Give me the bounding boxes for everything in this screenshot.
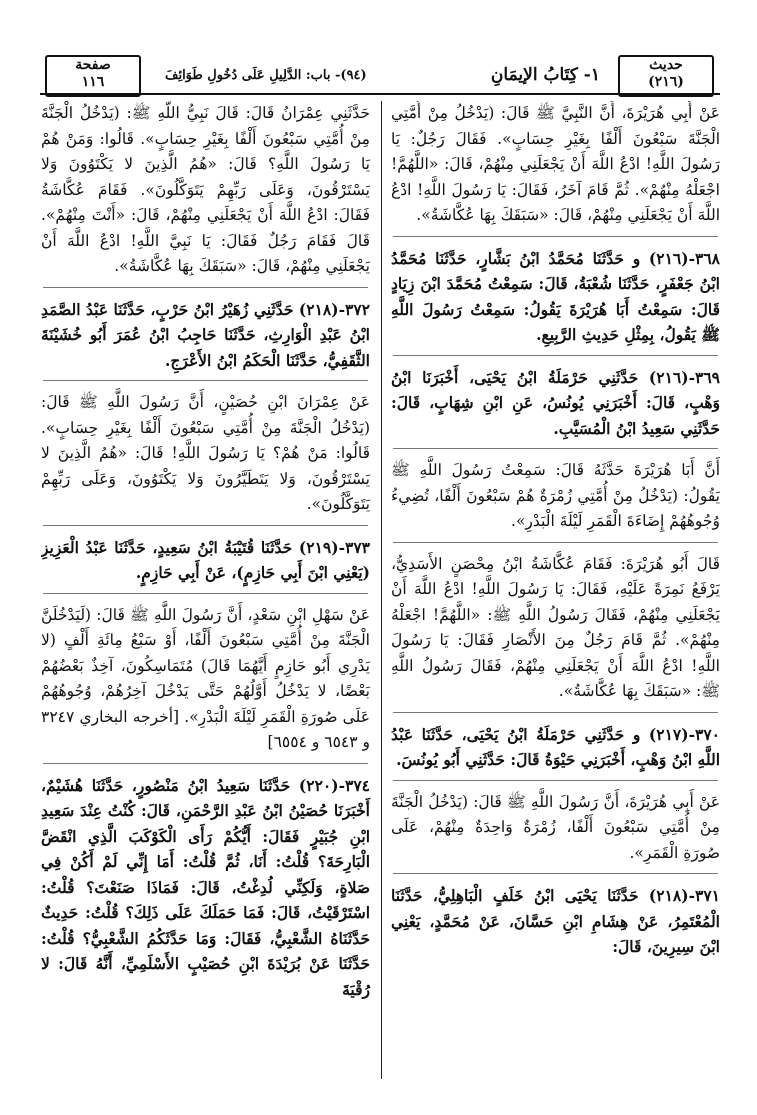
page-label: صفحة: [75, 57, 111, 73]
hadith-chain: ٣٦٨-(٢١٦) و حَدَّثَنَا مُحَمَّدُ ابْنُ بَشَّارٍ، حَدَّثَنَا مُحَمَّدُ ابْنُ جَعْفَرٍ، حَدَّثَنَا شُعْبَةُ، قَالَ: سَمِعْتُ مُحَمَّدَ ابْنَ زِيَادٍ قَالَ: سَمِعْتُ أَبَا هُرَيْرَةَ يَقُولُ: سَمِعْتُ رَسُولَ اللَّهِ ﷺ يَقُولُ، بِمِثْلِ حَدِيثِ الرَّبِيعِ.: [391, 248, 720, 344]
page-number: ١١٦: [81, 74, 105, 90]
hadith-text: حَدَّثَنِي عِمْرَانُ قَالَ: قَالَ نَبِيُّ اللَّهِ ﷺ: (يَدْخُلُ الْجَنَّةَ مِنْ أُمَّتِي سَبْعُونَ أَلْفًا بِغَيْرِ حِسَابٍ». قَالُوا: وَمَنْ هُمْ يَا رَسُولَ اللَّهِ؟ قَالَ: «هُمُ الَّذِينَ لا يَكْتَوُونَ وَلا يَسْتَرْقُونَ، وَعَلَى رَبِّهِمْ يَتَوَكَّلُونَ». فَقَامَ عُكَّاشَةُ فَقَالَ: ادْعُ اللَّهَ أَنْ يَجْعَلَنِي مِنْهُمْ، قَالَ: «أَنْتَ مِنْهُمْ». قَالَ فَقَامَ رَجُلٌ فَقَالَ: يَا نَبِيَّ اللَّهِ! ادْعُ اللَّهَ أَنْ يَجْعَلَنِي مِنْهُمْ، قَالَ: «سَبَقَكَ بِهَا عُكَّاشَةُ».: [41, 104, 370, 275]
hadith-text: عَنْ أَبِي هُرَيْرَةَ، أَنَّ النَّبِيَّ ﷺ قَالَ: (يَدْخُلُ مِنْ أُمَّتِي الْجَنَّةَ سَبْعُونَ أَلْفًا بِغَيْرِ حِسَابٍ». فَقَالَ رَجُلٌ: يَا رَسُولَ اللَّهِ! ادْعُ اللَّهَ أَنْ يَجْعَلَنِي مِنْهُمْ، قَالَ: «اللَّهُمَّ! اجْعَلْهُ مِنْهُمْ». ثُمَّ قَامَ آخَرُ، فَقَالَ: يَا رَسُولَ اللَّهِ! ادْعُ اللَّهَ أَنْ يَجْعَلَنِي مِنْهُمْ، قَالَ: «سَبَقَكَ بِهَا عُكَّاشَةُ».: [391, 104, 720, 224]
hadith-text: أَنَّ أَبَا هُرَيْرَةَ حَدَّثَهُ قَالَ: سَمِعْتُ رَسُولَ اللَّهِ ﷺ يَقُولُ: (يَدْخُلُ مِنْ أُمَّتِي زُمْرَةٌ هُمْ سَبْعُونَ أَلْفًا، تُضِيءُ وُجُوهُهُمْ إِضَاءَةَ الْقَمَرِ لَيْلَةَ الْبَدْرِ».: [391, 461, 720, 530]
hadith-label: حديث: [649, 57, 683, 73]
divider: [393, 542, 718, 543]
divider: [393, 712, 718, 713]
divider: [43, 287, 368, 288]
divider: [393, 873, 718, 874]
book-title: ١- كِتَابُ الإيمَانِ: [490, 65, 600, 85]
hadith-text: عَنْ أَبِي هُرَيْرَةَ، أَنَّ رَسُولَ اللَّهِ ﷺ قَالَ: (يَدْخُلُ الْجَنَّةَ مِنْ أُمَّتِي سَبْعُونَ أَلْفًا، زُمْرَةٌ وَاحِدَةٌ مِنْهُمْ، عَلَى صُورَةِ الْقَمَرِ».: [391, 792, 720, 862]
hadith-text: قَالَ أَبُو هُرَيْرَةَ: فَقَامَ عُكَّاشَةُ ابْنُ مِحْصَنٍ الأَسَدِيُّ، يَرْفَعُ نَمِرَةً عَلَيْهِ، فَقَالَ: يَا رَسُولَ اللَّهِ! ادْعُ اللَّهَ أَنْ يَجْعَلَنِي مِنْهُمْ، فَقَالَ رَسُولُ اللَّهِ ﷺ: «اللَّهُمَّ! اجْعَلْهُ مِنْهُمْ». ثُمَّ قَامَ رَجُلٌ مِنَ الأَنْصَارِ فَقَالَ: يَا رَسُولَ اللَّهِ! ادْعُ اللَّهَ أَنْ يَجْعَلَنِي مِنْهُمْ، فَقَالَ رَسُولُ اللَّهِ ﷺ: «سَبَقَكَ بِهَا عُكَّاشَةُ».: [391, 554, 720, 700]
divider: [393, 780, 718, 781]
page-header: [40, 44, 720, 99]
text-columns: [40, 101, 720, 1079]
page-number-box: [45, 55, 141, 97]
hadith-chain: ٣٧٤-(٢٢٠) حَدَّثَنَا سَعِيدُ ابْنُ مَنْصُورٍ، حَدَّثَنَا هُشَيْمٌ، أَخْبَرَنَا حُصَيْنُ ابْنُ عَبْدِ الرَّحْمَنِ، قَالَ: كُنْتُ عِنْدَ سَعِيدِ ابْنِ جُبَيْرٍ فَقَالَ: أَيُّكُمْ رَأَى الْكَوْكَبَ الَّذِي انْقَضَّ الْبَارِحَةَ؟ قُلْتُ: أَنَا، ثُمَّ قُلْتُ: أَمَا إِنِّي لَمْ أَكُنْ فِي صَلاةٍ، وَلَكِنِّي لُدِغْتُ، قَالَ: فَمَاذَا صَنَعْتَ؟ قُلْتُ: اسْتَرْقَيْتُ، قَالَ: فَمَا حَمَلَكَ عَلَى ذَلِكَ؟ قُلْتُ: حَدِيثٌ حَدَّثَنَاهُ الشَّعْبِيُّ، فَقَالَ: وَمَا حَدَّثَكُمُ الشَّعْبِيُّ؟ قُلْتُ: حَدَّثَنَا عَنْ بُرَيْدَةَ ابْنِ حُصَيْبٍ الأَسْلَمِيِّ، أَنَّهُ قَالَ: لا رُقْيَةَ: [41, 775, 370, 999]
divider: [43, 763, 368, 764]
hadith-text: عَنْ عِمْرَانَ ابْنِ حُصَيْنٍ، أَنَّ رَسُولَ اللَّهِ ﷺ قَالَ: (يَدْخُلُ الْجَنَّةَ مِنْ أُمَّتِي سَبْعُونَ أَلْفًا بِغَيْرِ حِسَابٍ». قَالُوا: مَنْ هُمْ؟ يَا رَسُولَ اللَّهِ! قَالَ: «هُمُ الَّذِينَ لا يَسْتَرْقُونَ، وَلا يَتَطَيَّرُونَ وَلا يَكْتَوُونَ، وَعَلَى رَبِّهِمْ يَتَوَكَّلُونَ».: [41, 393, 370, 513]
hadith-number-box: [618, 55, 714, 97]
divider: [43, 525, 368, 526]
divider: [43, 380, 368, 381]
divider: [393, 236, 718, 237]
hadith-number: (٢١٦): [648, 74, 684, 90]
divider: [43, 593, 368, 594]
hadith-chain: ٣٧١-(٢١٨) حَدَّثَنَا يَحْيَى ابْنُ خَلَفٍ الْبَاهِلِيُّ، حَدَّثَنَا الْمُعْتَمِرُ، عَنْ هِشَامِ ابْنِ حَسَّانَ، عَنْ مُحَمَّدٍ، يَعْنِي ابْنَ سِيرِينَ، قَالَ:: [391, 886, 720, 956]
left-column: [41, 101, 381, 1079]
hadith-text: عَنْ سَهْلِ ابْنِ سَعْدٍ، أَنَّ رَسُولَ اللَّهِ ﷺ قَالَ: (لَيَدْخُلَنَّ الْجَنَّةَ مِنْ أُمَّتِي سَبْعُونَ أَلْفًا، أَوْ سَبْعُ مِائَةِ أَلْفٍ (لا يَدْرِي أَبُو حَازِمٍ أَيَّهُمَا قَالَ) مُتَمَاسِكُونَ، آخِذٌ بَعْضُهُمْ بَعْضًا، لا يَدْخُلُ أَوَّلُهُمْ حَتَّى يَدْخُلَ آخِرُهُمْ، وُجُوهُهُمْ عَلَى صُورَةِ الْقَمَرِ لَيْلَةَ الْبَدْرِ». [أخرجه البخاري ٣٢٤٧ و ٦٥٤٣ و ٦٥٥٤]: [41, 605, 370, 751]
divider: [393, 355, 718, 356]
hadith-chain: ٣٧٣-(٢١٩) حَدَّثَنَا قُتَيْبَةُ ابْنُ سَعِيدٍ، حَدَّثَنَا عَبْدُ الْعَزِيزِ (يَعْنِي ابْنَ أَبِي حَازِمٍ)، عَنْ أَبِي حَازِمٍ.: [41, 537, 370, 582]
header-rule: [40, 93, 720, 95]
hadith-chain: ٣٦٩-(٢١٦) حَدَّثَنِي حَرْمَلَةُ ابْنُ يَحْيَى، أَخْبَرَنَا ابْنُ وَهْبٍ، قَالَ: أَخْبَرَنِي يُونُسُ، عَنِ ابْنِ شِهَابٍ، قَالَ: حَدَّثَنِي سَعِيدُ ابْنُ الْمُسَيَّبِ.: [391, 367, 720, 438]
hadith-chain: ٣٧٢-(٢١٨) حَدَّثَنِي زُهَيْرُ ابْنُ حَرْبٍ، حَدَّثَنَا عَبْدُ الصَّمَدِ ابْنُ عَبْدِ الْوَارِثِ، حَدَّثَنَا حَاجِبُ ابْنُ عُمَرَ أَبُو خُشَيْنَةَ الثَّقَفِيُّ، حَدَّثَنَا الْحَكَمُ ابْنُ الأَعْرَجِ.: [41, 299, 370, 370]
header-titles: [165, 58, 600, 92]
right-column: [381, 101, 720, 1079]
book-page: [40, 44, 720, 1079]
chapter-title: (٩٤)- باب: الدَّلِيلِ عَلَى دُخُولِ طَوَائِفَ: [165, 67, 367, 83]
divider: [393, 448, 718, 449]
hadith-chain: ٣٧٠-(٢١٧) و حَدَّثَنِي حَرْمَلَةُ ابْنُ يَحْيَى، حَدَّثَنَا عَبْدُ اللَّهِ ابْنُ وَهْبٍ، أَخْبَرَنِي حَيْوَةُ قَالَ: حَدَّثَنِي أَبُو يُونُسَ.: [391, 724, 720, 769]
